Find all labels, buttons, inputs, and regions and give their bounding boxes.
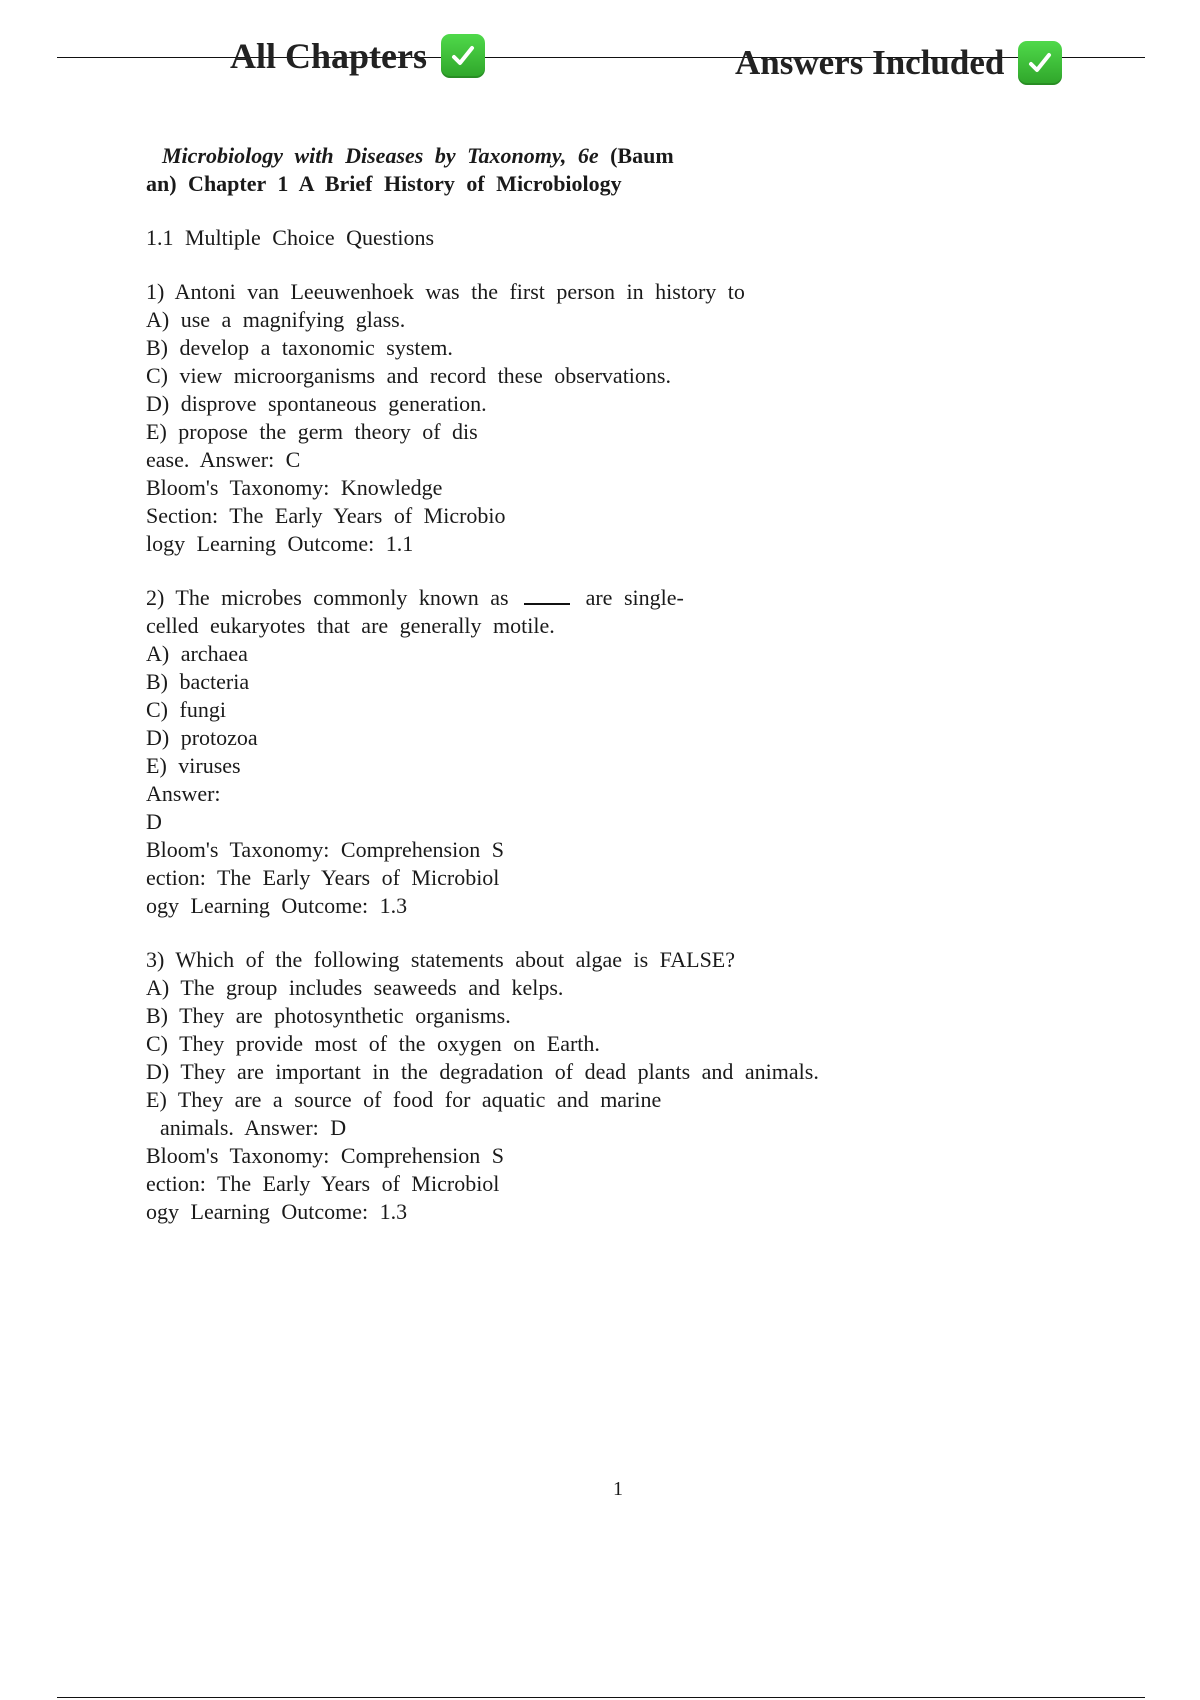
- page-number: 1: [613, 1478, 623, 1500]
- option-line: B) They are photosynthetic organisms.: [146, 1003, 511, 1028]
- taxonomy-line: Bloom's Taxonomy: Comprehension S: [146, 1143, 504, 1168]
- outcome-line: ogy Learning Outcome: 1.3: [146, 1199, 408, 1224]
- question-line: [146, 584, 1046, 612]
- question-line: 3) Which of the following statements about algae is FALSE?: [146, 947, 736, 972]
- header-answers-included: [735, 41, 1062, 85]
- option-line: B) develop a taxonomic system.: [146, 335, 453, 360]
- section-heading: 1.1 Multiple Choice Questions: [146, 225, 435, 250]
- question-2: [146, 584, 1046, 920]
- author-fragment: (Baum: [610, 143, 674, 168]
- answer-line: ease. Answer: C: [146, 447, 301, 472]
- footer-rule: [57, 1697, 1145, 1698]
- fill-in-blank: [524, 589, 570, 605]
- taxonomy-line: Bloom's Taxonomy: Knowledge: [146, 475, 443, 500]
- answer-label: Answer:: [146, 781, 221, 806]
- option-line: C) fungi: [146, 697, 226, 722]
- header-right-label: Answers Included: [735, 43, 1005, 82]
- header-all-chapters: [230, 34, 485, 78]
- question-stem: 2) The microbes commonly known as: [146, 585, 509, 610]
- section-line: ection: The Early Years of Microbiol: [146, 1171, 500, 1196]
- question-line: celled eukaryotes that are generally motile.: [146, 613, 555, 638]
- doc-title-line-1: [162, 142, 1046, 170]
- check-mark-icon: [1018, 41, 1062, 85]
- option-line: E) propose the germ theory of dis: [146, 419, 478, 444]
- outcome-line: ogy Learning Outcome: 1.3: [146, 893, 408, 918]
- section-line: ection: The Early Years of Microbiol: [146, 865, 500, 890]
- option-line: A) use a magnifying glass.: [146, 307, 406, 332]
- option-line: B) bacteria: [146, 669, 250, 694]
- option-line: D) disprove spontaneous generation.: [146, 391, 487, 416]
- doc-title-line-2: an) Chapter 1 A Brief History of Microbiology: [146, 171, 622, 196]
- outcome-line: logy Learning Outcome: 1.1: [146, 531, 414, 556]
- option-line: A) The group includes seaweeds and kelps.: [146, 975, 564, 1000]
- header-left-label: All Chapters: [230, 36, 427, 76]
- answer-value: D: [146, 809, 162, 834]
- taxonomy-line: Bloom's Taxonomy: Comprehension S: [146, 837, 504, 862]
- question-3: [146, 946, 1046, 1226]
- document-body: [146, 142, 1046, 1226]
- option-line: E) They are a source of food for aquatic and marine: [146, 1087, 662, 1112]
- section-line: Section: The Early Years of Microbio: [146, 503, 506, 528]
- option-line: C) view microorganisms and record these observations.: [146, 363, 671, 388]
- question-stem-end: are single-: [585, 585, 684, 610]
- option-line: D) protozoa: [146, 725, 258, 750]
- option-line: D) They are important in the degradation of dead plants and animals.: [146, 1059, 819, 1084]
- answer-line: animals. Answer: D: [160, 1115, 347, 1140]
- question-line: 1) Antoni van Leeuwenhoek was the first person in history to: [146, 279, 745, 304]
- option-line: E) viruses: [146, 753, 241, 778]
- option-line: A) archaea: [146, 641, 248, 666]
- option-line: C) They provide most of the oxygen on Earth.: [146, 1031, 600, 1056]
- book-title: Microbiology with Diseases by Taxonomy, 6e: [162, 143, 599, 168]
- check-mark-icon: [441, 34, 485, 78]
- question-1: [146, 278, 1046, 558]
